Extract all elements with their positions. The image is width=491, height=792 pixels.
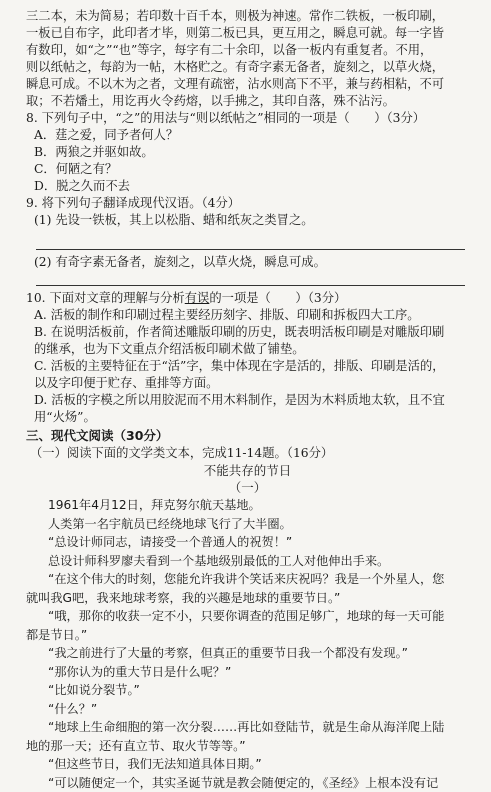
- question-stem: 8. 下列句子中，“之”的用法与“则以纸帖之”相同的一项是（ ）（3分）: [26, 110, 469, 127]
- story-paragraph: 总设计师科罗廖夫看到一个基地级别最低的工人对他伸出手来。: [26, 552, 469, 571]
- subsection-heading: （一）阅读下面的文学类文本，完成11-14题。（16分）: [26, 445, 469, 462]
- option-d: D. 活板的字模之所以用胶泥而不用木料制作，是因为木料质地太软，且不宜: [26, 392, 469, 409]
- option-d: D．脱之久而不去: [26, 178, 469, 195]
- story-paragraph: 人类第一名宇航员已经绕地球飞行了大半圈。: [26, 515, 469, 534]
- story-paragraph-cont: 地的那一天；还有直立节、取火节等等。”: [26, 737, 469, 756]
- story-body: [26, 496, 469, 792]
- story-paragraph: “在这个伟大的时刻，您能允许我讲个笑话来庆祝吗？我是一个外星人，您: [26, 570, 469, 589]
- passage-line: 有数印，如“之”“也”等字，每字有二十余印，以备一板内有重复者。不用，: [26, 42, 469, 59]
- question-stem: [26, 290, 469, 307]
- story-paragraph: “可以随便定一个，其实圣诞节就是教会随便定的，《圣经》上根本没有记: [26, 774, 469, 792]
- option-c: C. 活板的主要特征在于“活”字，集中体现在字是活的，排版、印刷是活的，: [26, 358, 469, 375]
- option-b: B. 在说明活板前，作者简述雕版印刷的历史，既表明活板印刷是对雕版印刷: [26, 324, 469, 341]
- passage-line: 三二本，未为简易；若印数十百千本，则极为神速。常作二铁板，一板印刷，: [26, 8, 469, 25]
- story-paragraph: “总设计师同志，请接受一个普通人的祝贺！”: [26, 533, 469, 552]
- stem-emphasis: 有误: [185, 291, 210, 305]
- story-paragraph: “那你认为的重大节日是什么呢？”: [26, 663, 469, 682]
- question-stem: 9. 将下列句子翻译成现代汉语。（4分）: [26, 195, 469, 212]
- story-title: 不能共存的节日: [26, 462, 469, 479]
- option-c-cont: 以及字印便于贮存、重排等方面。: [26, 375, 469, 392]
- option-a: A．莛之爱，同予者何人？: [26, 127, 469, 144]
- story-paragraph: “比如说分裂节。”: [26, 681, 469, 700]
- stem-pre: 10. 下面对文章的理解与分析: [26, 291, 185, 305]
- story-paragraph: “但这些节日，我们无法知道具体日期。”: [26, 755, 469, 774]
- option-c: C．何陋之有？: [26, 161, 469, 178]
- stem-post: 的一项是（ ）（3分）: [209, 291, 346, 305]
- passage-line: 瞬息可成。不以木为之者，文理有疏密，沾水则高下不平，兼与药相粘，不可: [26, 76, 469, 93]
- passage-line: 取；不若燔土，用讫再火令药熔，以手拂之，其印自落，殊不沾污。: [26, 93, 469, 110]
- story-paragraph: 1961年4月12日，拜克努尔航天基地。: [26, 496, 469, 515]
- story-paragraph-cont: 都是节日。”: [26, 626, 469, 645]
- answer-line[interactable]: [36, 271, 465, 286]
- passage-line: 一板已自布字，此印者才毕，则第二板已具，更互用之，瞬息可就。每一字皆: [26, 25, 469, 42]
- option-b-cont: 的继承，也为下文重点介绍活板印刷术做了铺垫。: [26, 341, 469, 358]
- section-heading: 三、现代文阅读（30分）: [26, 426, 469, 445]
- answer-line[interactable]: [36, 229, 465, 250]
- option-b: B．两狼之并驱如故。: [26, 144, 469, 161]
- translate-sentence-2: (2) 有奇字素无备者，旋刻之，以草火烧，瞬息可成。: [26, 254, 469, 271]
- option-a: A. 活板的制作和印刷过程主要经历刻字、排版、印刷和拆板四大工序。: [26, 307, 469, 324]
- translate-sentence-1: (1) 先设一铁板，其上以松脂、蜡和纸灰之类冒之。: [26, 212, 469, 229]
- story-paragraph: “我之前进行了大量的考察，但真正的重要节日我一个都没有发现。”: [26, 644, 469, 663]
- option-d-cont: 用“火炀”。: [26, 409, 469, 426]
- question-8: [26, 110, 469, 195]
- question-9: [26, 195, 469, 286]
- story-paragraph: “地球上生命细胞的第一次分裂……再比如登陆节，就是生命从海洋爬上陆: [26, 718, 469, 737]
- classical-passage: [26, 8, 469, 110]
- story-paragraph-cont: 就叫我G吧，我来地球考察，我的兴趣是地球的重要节日。”: [26, 589, 469, 608]
- story-paragraph: “哦，那你的收获一定不小，只要你调查的范围足够广，地球的每一天可能: [26, 607, 469, 626]
- story-part: （一）: [26, 479, 469, 496]
- question-10: [26, 290, 469, 426]
- story-paragraph: “什么？”: [26, 700, 469, 719]
- passage-line: 则以纸帖之，每韵为一帖，木格贮之。有奇字素无备者，旋刻之，以草火烧，: [26, 59, 469, 76]
